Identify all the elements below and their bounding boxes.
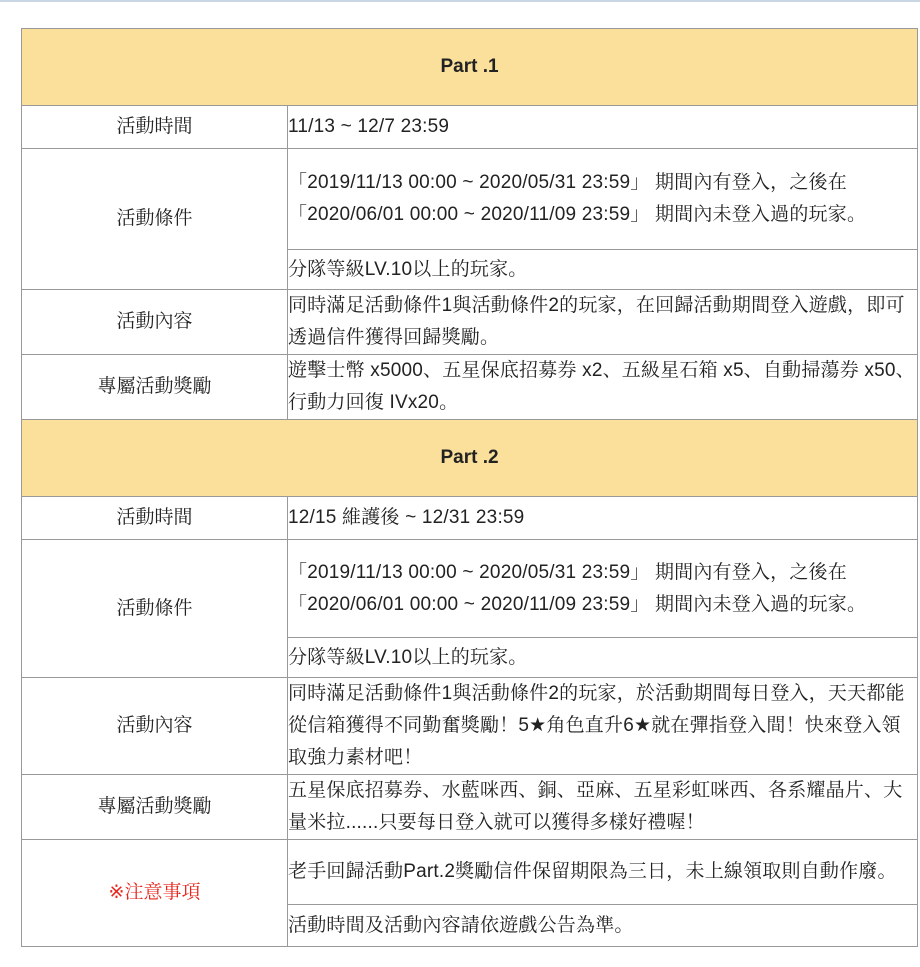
part2-content-value: 同時滿足活動條件1與活動條件2的玩家，於活動期間每日登入，天天都能從信箱獲得不同勤奮獎勵！5★角色直升6★就在彈指登入間！快來登入領取強力素材吧！	[288, 678, 918, 775]
part2-reward-value: 五星保底招募券、水藍咪西、銅、亞麻、五星彩虹咪西、各系耀晶片、大量米拉......只要每日登入就可以獲得多樣好禮喔！	[288, 775, 918, 840]
part2-header-row	[22, 420, 918, 497]
part1-content-row	[22, 290, 918, 355]
event-table	[21, 28, 918, 947]
part1-time-value: 11/13 ~ 12/7 23:59	[288, 106, 918, 149]
part1-condition-row-1	[22, 149, 918, 250]
part1-condition-label: 活動條件	[22, 149, 288, 290]
part1-header-row	[22, 29, 918, 106]
top-divider	[0, 0, 920, 2]
part1-reward-label: 專屬活動獎勵	[22, 355, 288, 420]
part2-time-row	[22, 497, 918, 540]
part1-time-row	[22, 106, 918, 149]
part1-content-value: 同時滿足活動條件1與活動條件2的玩家，在回歸活動期間登入遊戲，即可透過信件獲得回歸獎勵。	[288, 290, 918, 355]
part2-header: Part .2	[22, 420, 918, 497]
part2-condition-2: 分隊等級LV.10以上的玩家。	[288, 638, 918, 678]
part2-notes-row-1	[22, 840, 918, 905]
part2-note-2: 活動時間及活動內容請依遊戲公告為準。	[288, 905, 918, 947]
part2-notes-label: ※注意事項	[22, 840, 288, 947]
part1-condition-2: 分隊等級LV.10以上的玩家。	[288, 250, 918, 290]
part2-reward-label: 專屬活動獎勵	[22, 775, 288, 840]
part2-time-value: 12/15 維護後 ~ 12/31 23:59	[288, 497, 918, 540]
part1-reward-value: 遊擊士幣 x5000、五星保底招募券 x2、五級星石箱 x5、自動掃蕩券 x50、行動力回復 IVx20。	[288, 355, 918, 420]
part2-time-label: 活動時間	[22, 497, 288, 540]
part2-condition-1: 「2019/11/13 00:00 ~ 2020/05/31 23:59」 期間內有登入，之後在「2020/06/01 00:00 ~ 2020/11/09 23:59」 期間內未登入過的玩家。	[288, 540, 918, 638]
part1-header: Part .1	[22, 29, 918, 106]
part2-condition-row-1	[22, 540, 918, 638]
part1-condition-1: 「2019/11/13 00:00 ~ 2020/05/31 23:59」 期間內有登入，之後在「2020/06/01 00:00 ~ 2020/11/09 23:59」 期間內未登入過的玩家。	[288, 149, 918, 250]
part1-time-label: 活動時間	[22, 106, 288, 149]
part2-content-label: 活動內容	[22, 678, 288, 775]
part1-content-label: 活動內容	[22, 290, 288, 355]
part1-reward-row	[22, 355, 918, 420]
part2-condition-label: 活動條件	[22, 540, 288, 678]
part2-content-row	[22, 678, 918, 775]
part2-note-1: 老手回歸活動Part.2獎勵信件保留期限為三日，未上線領取則自動作廢。	[288, 840, 918, 905]
part2-reward-row	[22, 775, 918, 840]
